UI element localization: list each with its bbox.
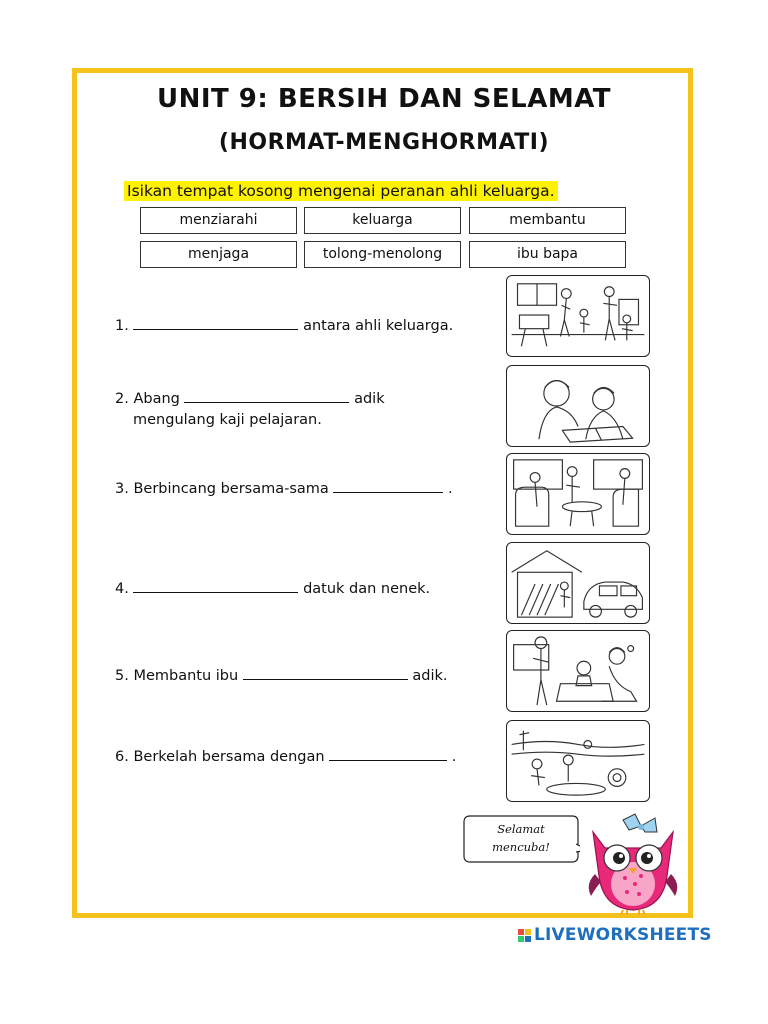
caring-baby-icon [506,630,650,712]
question-number: 2. [115,391,129,407]
question-text: . [448,481,453,497]
family-discussion-icon [506,453,650,535]
word-bank-item: tolong-menolong [304,241,461,268]
question-text: antara ahli keluarga. [303,318,454,334]
word-bank-item: menjaga [140,241,297,268]
beach-picnic-icon [506,720,650,802]
word-bank-item: keluarga [304,207,461,234]
instruction-text: Isikan tempat kosong mengenai peranan ahli keluarga. [124,181,558,201]
question-text: Abang [133,391,180,407]
answer-blank-6[interactable] [329,746,447,761]
bubble-text [462,820,580,856]
liveworksheets-logo [518,925,712,945]
question-text: adik. [412,668,448,684]
answer-blank-5[interactable] [243,665,408,680]
answer-blank-2[interactable] [184,388,349,403]
owl-icon [583,812,683,916]
question-3 [115,478,453,499]
siblings-studying-icon [506,365,650,447]
answer-blank-4[interactable] [133,578,298,593]
answer-blank-1[interactable] [133,315,298,330]
question-2 [115,388,385,409]
question-number: 1. [115,318,129,334]
question-number: 3. [115,481,129,497]
question-5 [115,665,448,686]
question-text: . [451,749,457,765]
question-6 [115,746,456,767]
question-1 [115,315,453,336]
question-4 [115,578,430,599]
word-bank-item: membantu [469,207,626,234]
brand-name: LIVEWORKSHEETS [534,925,712,945]
question-text: Berbincang bersama-sama [133,481,329,497]
question-text: datuk dan nenek. [303,581,431,597]
question-2-line2: mengulang kaji pelajaran. [133,412,322,428]
question-text: Membantu ibu [133,668,239,684]
question-text: Berkelah bersama dengan [133,749,325,765]
word-bank-item: menziarahi [140,207,297,234]
question-text: adik [354,391,385,407]
liveworksheets-icon [518,929,531,942]
family-chores-icon [506,275,650,357]
answer-blank-3[interactable] [333,478,443,493]
question-number: 5. [115,668,129,684]
question-number: 6. [115,749,129,765]
bubble-line-1: Selamat [497,822,545,836]
word-bank-item: ibu bapa [469,241,626,268]
question-number: 4. [115,581,129,597]
page-title: UNIT 9: BERSIH DAN SELAMAT [156,84,612,114]
visiting-grandparents-icon [506,542,650,624]
page-subtitle: (HORMAT-MENGHORMATI) [218,130,550,155]
bubble-line-2: mencuba! [492,840,550,854]
